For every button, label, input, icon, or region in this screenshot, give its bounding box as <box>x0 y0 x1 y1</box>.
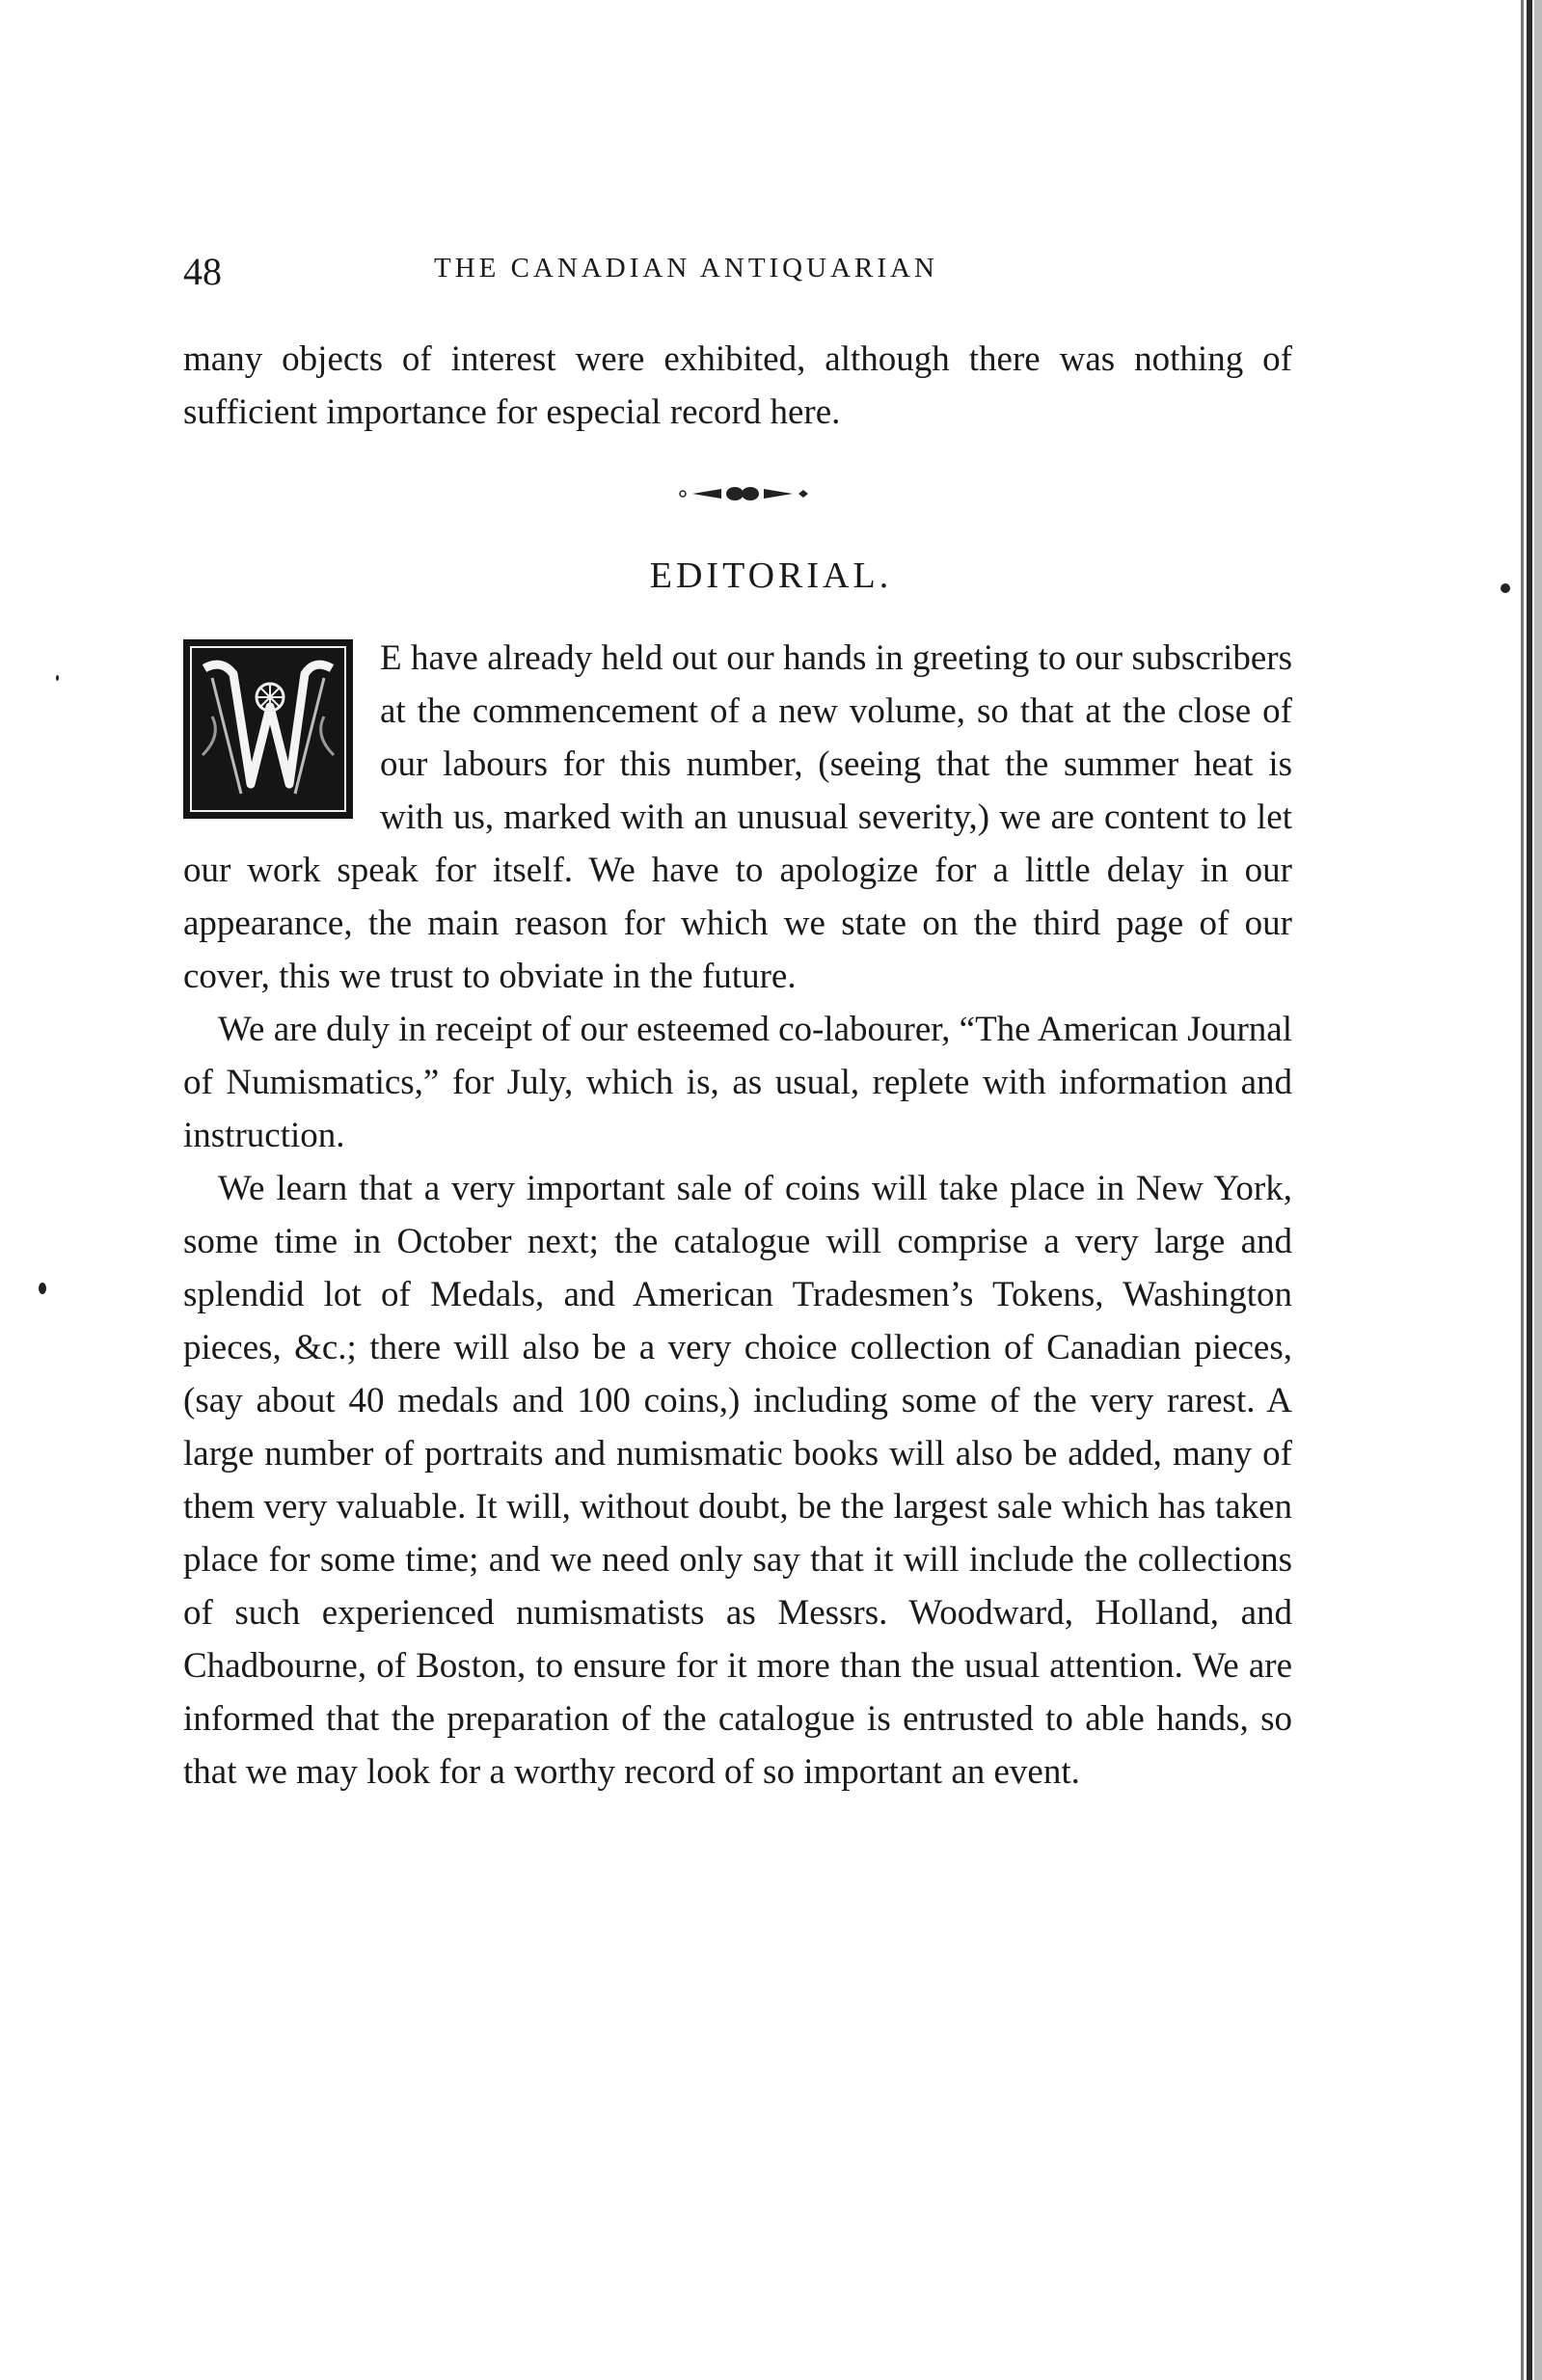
ornament-divider <box>675 482 810 505</box>
editorial-paragraph: We are duly in receipt of our esteemed co-labourer, “The American Journal of Numismatics,” for July, which is, as usual, replete with information and instruction. <box>183 1010 1292 1155</box>
editorial-paragraph: We learn that a very important sale of coins will take place in New York, some time in October next; the catalogue will comprise a very large and splendid lot of Medals, and American Tradesmen’s Tokens, Washington pieces, &c.; there will also be a very choice collection of Canadian pieces, (say about 40 medals and 100 coins,) including some of the very rarest. A large number of portraits and numismatic books will also be added, many of them very valuable. It will, without doubt, be the largest sale which has taken place for some time; and we need only say that it will include the collections of such experienced numismatists as Messrs. Woodward, Holland, and Chadbourne, of Boston, to ensure for it more than the usual attention. We are informed that the preparation of the catalogue is entrusted to able hands, so that we may look for a worthy record of so important an event. <box>183 1169 1292 1792</box>
carryover-paragraph: many objects of interest were exhibited, although there was nothing of sufficient importance for especial record here. <box>183 339 1292 432</box>
scan-speck <box>1501 583 1510 593</box>
editorial-paragraph: E have already held out our hands in greeting to our subscribers at the commencement of a new volume, so that at the close of our labours for this number, (seeing that the summer heat is with us, marked with an unusual severity,) we are content to let our work speak for itself. We have to apologize for a little delay in our appearance, the main reason for which we state on the third page of our cover, this we trust to obviate in the future. <box>183 638 1292 996</box>
editorial-body <box>183 632 1292 1799</box>
ornate-w-drop-cap-icon <box>183 639 353 819</box>
running-title: THE CANADIAN ANTIQUARIAN <box>434 253 938 284</box>
page-number: 48 <box>183 250 222 293</box>
page-header <box>183 249 1273 293</box>
scan-speck <box>39 1283 46 1294</box>
page-binding-edge <box>1507 0 1542 2380</box>
editorial-heading: EDITORIAL. <box>649 555 893 596</box>
scan-speck <box>56 675 59 681</box>
